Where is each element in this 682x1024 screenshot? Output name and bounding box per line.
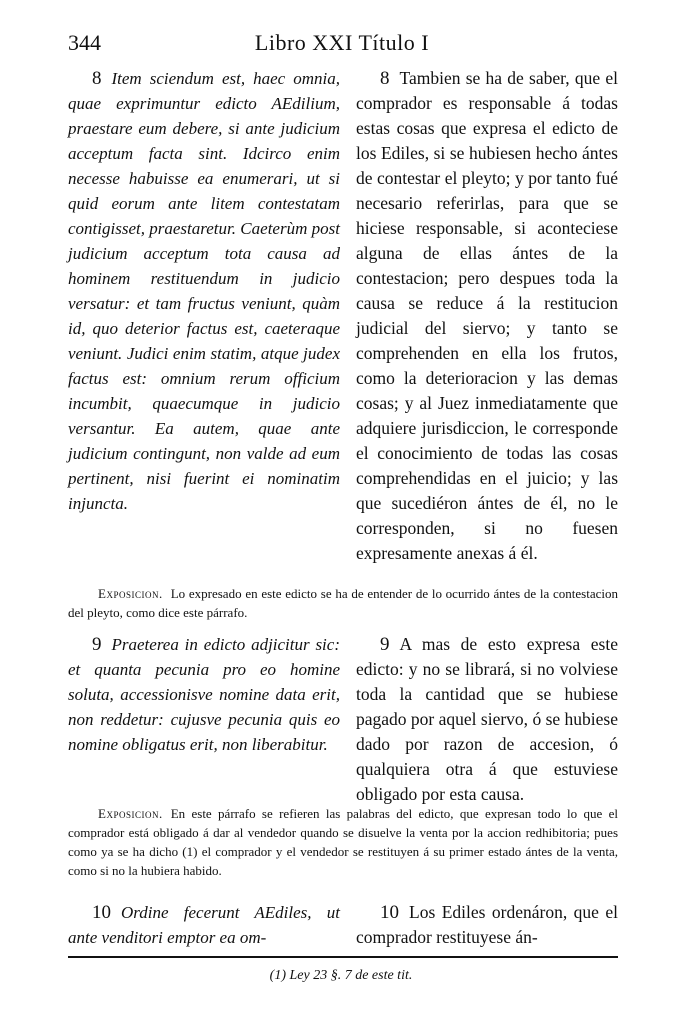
section-9-latin (68, 632, 340, 757)
section-8-latin (68, 66, 340, 516)
section-9-spanish-text: A mas de esto expresa este edicto: y no se librará, si no volviese toda la cantidad que se hubiese pagado por aquel siervo, ó se hubiese dado por razon de accesion, ó qualquiera otra á que estuviese obligado por esta causa. (356, 634, 618, 804)
section-10-number-latin: 10 (92, 902, 111, 923)
section-10-latin (68, 900, 340, 950)
section-8-spanish-text: Tambien se ha de saber, que el comprador es responsable á todas estas cosas que expresa el edicto de los Ediles, si se hubiesen hecho ántes de contestar el pleyto; y por tanto fué necesario referirlas, para que se hiciese responsable, si aconteciese alguna de ellas ántes de la contestacion; pero despues toda la causa se reduce á la restitucion judicial del siervo; y tanto se comprehenden en ella los frutos, como la deterioracion y las demas cosas; y al Juez inmediatamente que adquiere jurisdiccion, le corresponde el conocimiento de todas las cosas comprehendidas en el juicio; y las que sucediéron ántes de él, no le corresponden, si no fuesen expresamente anexas á él. (356, 68, 618, 563)
footnote: (1) Ley 23 §. 7 de este tit. (269, 968, 413, 983)
section-8-latin-text: Item sciendum est, haec omnia, quae exprimuntur edicto AEdilium, praestare eum debere, si ante judicium acceptum facta sint. Idcirco enim necesse habuisse ea enumerari, ut si quid eorum ante litem contestatam contigisset, praestaretur. Caeterùm post judicium acceptum tota causa ad hominem restituendum in judicio versatur: et tam fructus veniunt, quàm id, quo deterior factus est, caeteraque veniunt. Judici enim statim, atque judex factus est: omnium rerum officium incumbit, quaecumque in judicio versantur. Ea autem, quae ante judicium contingunt, non valde ad eum pertinent, nisi fuerint ei nominatim injuncta. (68, 69, 340, 513)
exposition-1 (68, 584, 618, 622)
section-9-number-spanish: 9 (380, 634, 390, 655)
section-10-spanish (356, 900, 618, 950)
exposition-2-text: En este párrafo se refieren las palabras del edicto, que expresan todo lo que el comprador está obligado á dar al vendedor quando se disuelve la venta por la accion redhibitoria; pues como ya se ha dicho (1) el comprador y el vendedor se restituyen á su primer estado ántes de la venta, como si no la hubiera habido. (68, 806, 618, 878)
exposition-2 (68, 804, 618, 880)
exposition-1-text: Lo expresado en este edicto se ha de entender de lo ocurrido ántes de la contestacion del pleyto, como dice este párrafo. (68, 586, 618, 620)
section-8-number-latin: 8 (92, 68, 102, 89)
section-8-spanish (356, 66, 618, 566)
exposition-1-label: Exposicion. (98, 586, 163, 601)
page-number: 344 (68, 30, 101, 55)
section-9-spanish (356, 632, 618, 807)
footnote-rule (68, 956, 618, 958)
section-10-latin-text: Ordine fecerunt AEdiles, ut ante venditori emptor ea om- (68, 903, 340, 947)
section-9-number-latin: 9 (92, 634, 102, 655)
page-header (68, 30, 616, 58)
section-10-number-spanish: 10 (380, 902, 399, 923)
section-10-spanish-text: Los Ediles ordenáron, que el comprador restituyese án- (356, 902, 618, 947)
exposition-2-label: Exposicion. (98, 806, 163, 821)
section-9-latin-text: Praeterea in edicto adjicitur sic: et quanta pecunia pro eo homine soluta, accessionisve nomine data erit, non reddetur: cujusve pecunia quis eo nomine obligatus erit, non liberabitur. (68, 635, 340, 754)
running-title: Libro XXI Título I (254, 30, 430, 55)
section-8-number-spanish: 8 (380, 68, 390, 89)
